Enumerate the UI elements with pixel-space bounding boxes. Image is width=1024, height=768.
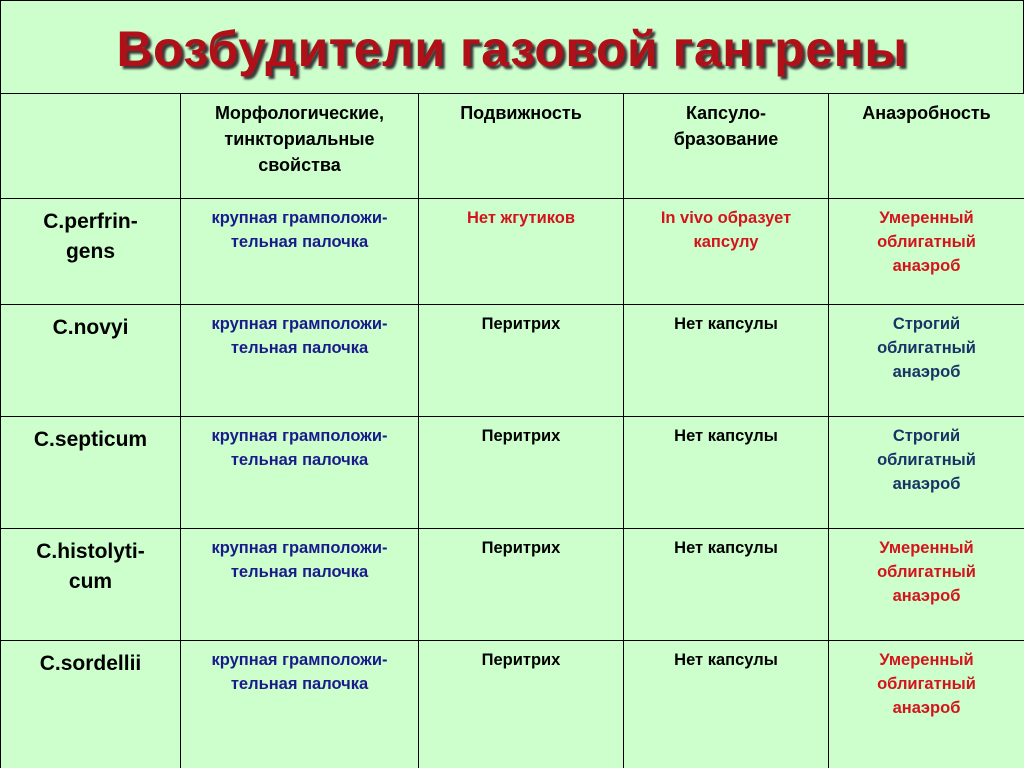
- anaerobic-cell: Строгий облигатный анаэроб: [829, 417, 1024, 529]
- motility-cell: Перитрих: [419, 529, 624, 641]
- motility-cell: Перитрих: [419, 305, 624, 417]
- motility-cell: Перитрих: [419, 417, 624, 529]
- motility-cell: Нет жгутиков: [419, 199, 624, 305]
- capsule-cell: Нет капсулы: [624, 305, 829, 417]
- table-row: [1, 417, 1024, 529]
- morphology-cell: крупная грамположи- тельная палочка: [181, 199, 419, 305]
- capsule-cell: Нет капсулы: [624, 641, 829, 768]
- header-motility: Подвижность: [419, 94, 624, 199]
- capsule-cell: Нет капсулы: [624, 529, 829, 641]
- header-empty: [1, 94, 181, 199]
- anaerobic-cell: Умеренный облигатный анаэроб: [829, 199, 1024, 305]
- morphology-cell: крупная грамположи- тельная палочка: [181, 417, 419, 529]
- motility-cell: Перитрих: [419, 641, 624, 768]
- capsule-cell: Нет капсулы: [624, 417, 829, 529]
- table-row: [1, 199, 1024, 305]
- morphology-cell: крупная грамположи- тельная палочка: [181, 641, 419, 768]
- species-name: C.histolyti- cum: [1, 529, 181, 641]
- header-anaerobic: Анаэробность: [829, 94, 1024, 199]
- title-banner: [0, 0, 1024, 94]
- anaerobic-cell: Строгий облигатный анаэроб: [829, 305, 1024, 417]
- table-row: [1, 305, 1024, 417]
- species-name: C.sordellii: [1, 641, 181, 768]
- table-row: [1, 641, 1024, 768]
- header-row: [1, 94, 1024, 199]
- anaerobic-cell: Умеренный облигатный анаэроб: [829, 641, 1024, 768]
- species-name: C.septicum: [1, 417, 181, 529]
- pathogen-table: [0, 93, 1024, 768]
- capsule-cell: In vivo образует капсулу: [624, 199, 829, 305]
- header-capsule: Капсуло- бразование: [624, 94, 829, 199]
- table-row: [1, 529, 1024, 641]
- slide-title: Возбудители газовой гангрены: [116, 20, 908, 77]
- morphology-cell: крупная грамположи- тельная палочка: [181, 305, 419, 417]
- anaerobic-cell: Умеренный облигатный анаэроб: [829, 529, 1024, 641]
- species-name: C.perfrin- gens: [1, 199, 181, 305]
- morphology-cell: крупная грамположи- тельная палочка: [181, 529, 419, 641]
- header-morphology: Морфологические, тинкториальные свойства: [181, 94, 419, 199]
- species-name: C.novyi: [1, 305, 181, 417]
